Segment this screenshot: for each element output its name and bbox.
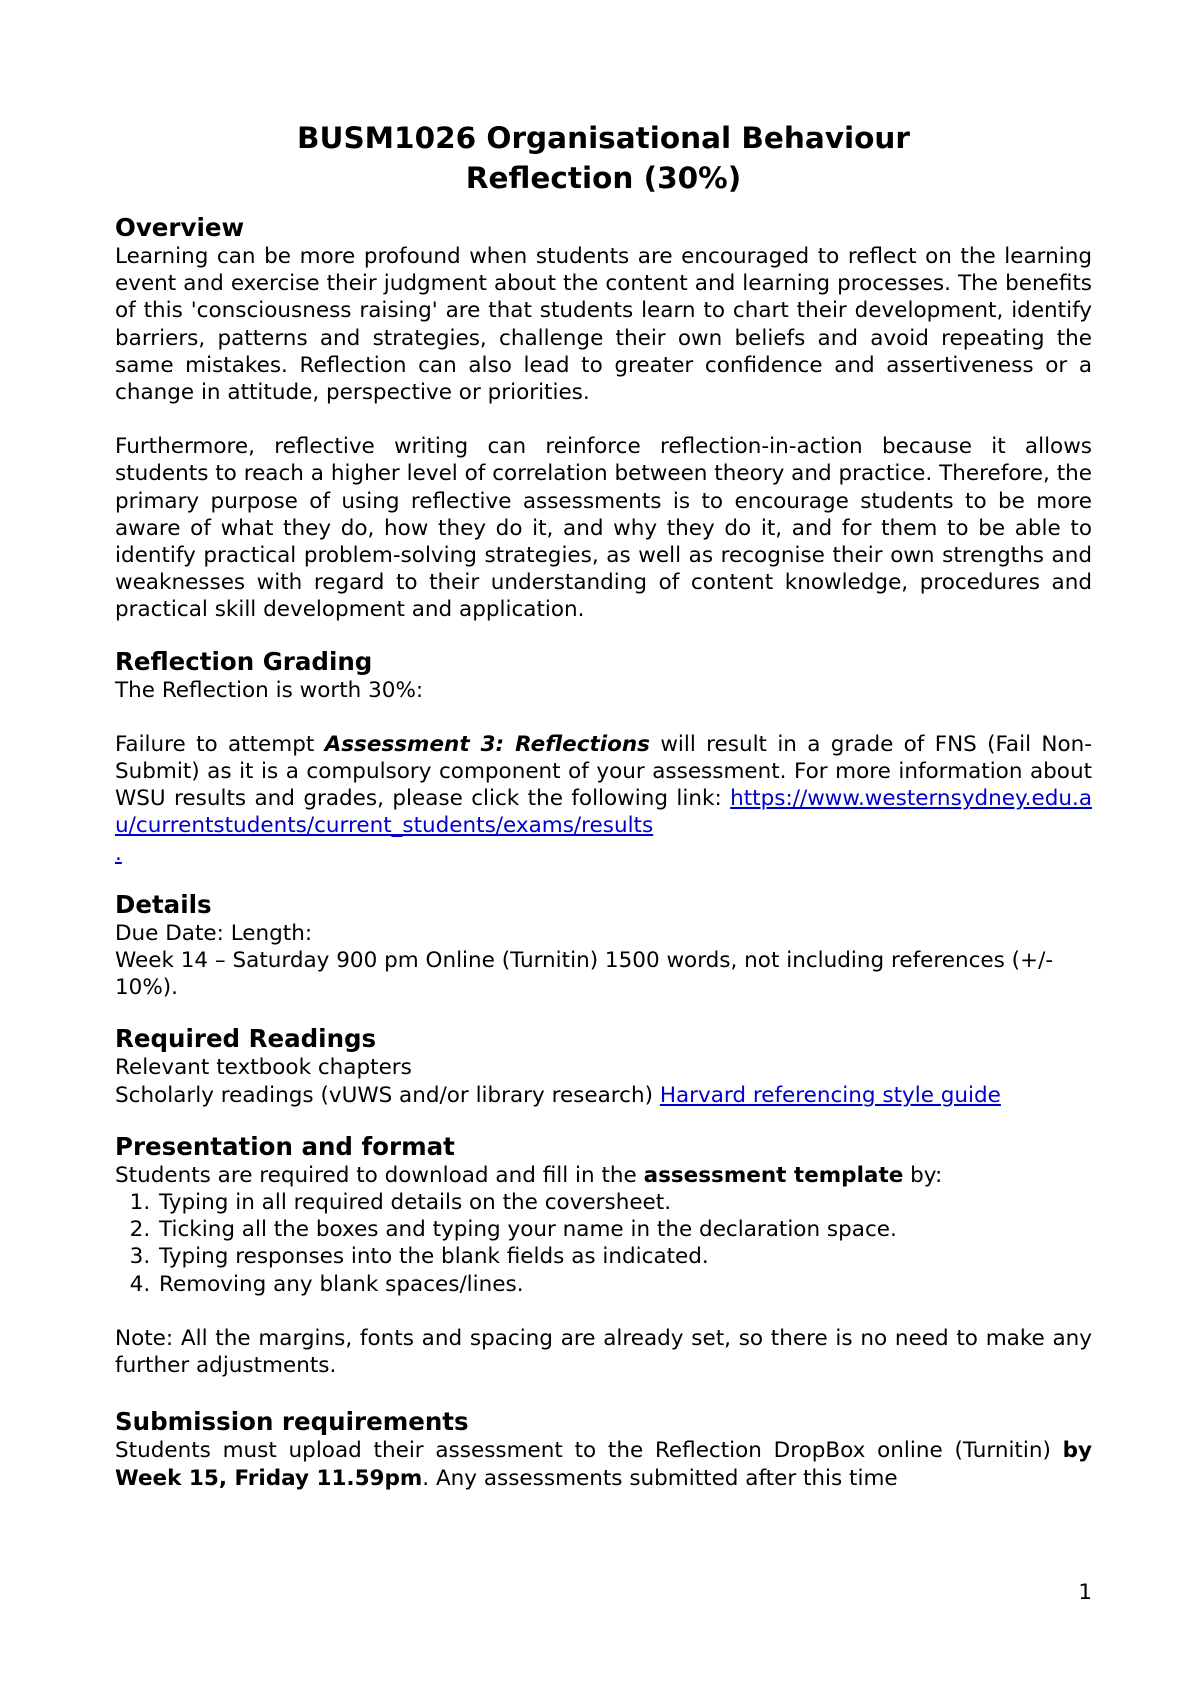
list-item: 1. Typing in all required details on the coversheet. bbox=[157, 1189, 1092, 1216]
grading-section bbox=[115, 646, 1092, 867]
failure-emphasis: Assessment 3: Reflections bbox=[324, 731, 650, 757]
document-title bbox=[115, 118, 1092, 198]
overview-section bbox=[115, 212, 1092, 624]
page-number: 1 bbox=[1078, 1580, 1092, 1605]
overview-paragraph-1: Learning can be more profound when students are encouraged to reflect on the learning event and exercise their judgment about the content and learning processes. The benefits of this 'consciousness raising' are that students learn to chart their development, identify barriers, patterns and strategies, challenge their own beliefs and avoid repeating the same mistakes. Reflection can also lead to greater confidence and assertiveness or a change in attitude, perspective or priorities. bbox=[115, 244, 1092, 406]
document-page bbox=[115, 118, 1092, 1492]
submission-text bbox=[115, 1437, 1092, 1491]
details-heading: Details bbox=[115, 889, 212, 919]
details-due-length: Due Date: Length: bbox=[115, 920, 313, 946]
overview-paragraph-2: Furthermore, reflective writing can reinforce reflection-in-action because it allows students to reach a higher level of correlation between theory and practice. Therefore, the primary purpose of using reflective assessments is to encourage students to be more aware of what they do, how they do it, and why they do it, and for them to be able to identify practical problem-solving strategies, as well as recognise their own strengths and weaknesses with regard to their understanding of content knowledge, procedures and practical skill development and application. bbox=[115, 434, 1092, 623]
submission-section bbox=[115, 1406, 1092, 1491]
submission-text-prefix: Students must upload their assessment to the Reflection DropBox online (Turnitin) bbox=[115, 1438, 1063, 1464]
presentation-section bbox=[115, 1131, 1092, 1379]
details-section bbox=[115, 889, 1092, 1002]
title-line-assessment: Reflection (30%) bbox=[465, 161, 742, 195]
presentation-intro-suffix: by: bbox=[903, 1162, 943, 1188]
readings-scholarly-text: Scholarly readings (vUWS and/or library research) bbox=[115, 1082, 660, 1108]
readings-textbook: Relevant textbook chapters bbox=[115, 1055, 412, 1081]
harvard-guide-link[interactable]: Harvard referencing style guide bbox=[659, 1082, 1001, 1108]
submission-heading: Submission requirements bbox=[115, 1407, 469, 1437]
assessment-template-label: assessment template bbox=[643, 1162, 904, 1188]
failure-prefix: Failure to attempt bbox=[115, 731, 325, 757]
presentation-heading: Presentation and format bbox=[115, 1131, 455, 1161]
readings-section bbox=[115, 1023, 1092, 1108]
submission-deadline: by Week 15, Friday 11.59pm bbox=[115, 1438, 1092, 1491]
overview-heading: Overview bbox=[115, 213, 245, 242]
failure-suffix: will result in a grade of FNS (Fail Non-Submit) as it is a compulsory component of your assessment. For more information about WSU results and grades, please click the following link: bbox=[115, 731, 1093, 812]
details-schedule: Week 14 – Saturday 900 pm Online (Turnitin) 1500 words, not including references (+/- 10%). bbox=[115, 948, 1054, 1001]
title-line-course: BUSM1026 Organisational Behaviour bbox=[297, 121, 910, 155]
readings-heading: Required Readings bbox=[115, 1024, 377, 1054]
presentation-note: Note: All the margins, fonts and spacing are already set, so there is no need to make any further adjustments. bbox=[115, 1325, 1092, 1379]
results-link[interactable]: https://www.westernsydney.edu.au/currentstudents/current_students/exams/results bbox=[115, 786, 1092, 839]
presentation-steps bbox=[115, 1189, 1092, 1298]
grading-heading: Reflection Grading bbox=[115, 646, 373, 676]
results-link-tail[interactable]: . bbox=[115, 840, 122, 866]
grading-worth: The Reflection is worth 30%: bbox=[115, 677, 424, 703]
submission-text-suffix: . Any assessments submitted after this time bbox=[422, 1465, 898, 1491]
presentation-intro-prefix: Students are required to download and fill in the bbox=[115, 1162, 644, 1188]
readings-scholarly bbox=[115, 1082, 1092, 1109]
list-item: 3. Typing responses into the blank fields as indicated. bbox=[157, 1243, 1092, 1270]
list-item: 2. Ticking all the boxes and typing your name in the declaration space. bbox=[157, 1216, 1092, 1243]
list-item: 4. Removing any blank spaces/lines. bbox=[157, 1271, 1092, 1298]
presentation-intro bbox=[115, 1162, 1092, 1189]
grading-failure-paragraph bbox=[115, 731, 1092, 867]
